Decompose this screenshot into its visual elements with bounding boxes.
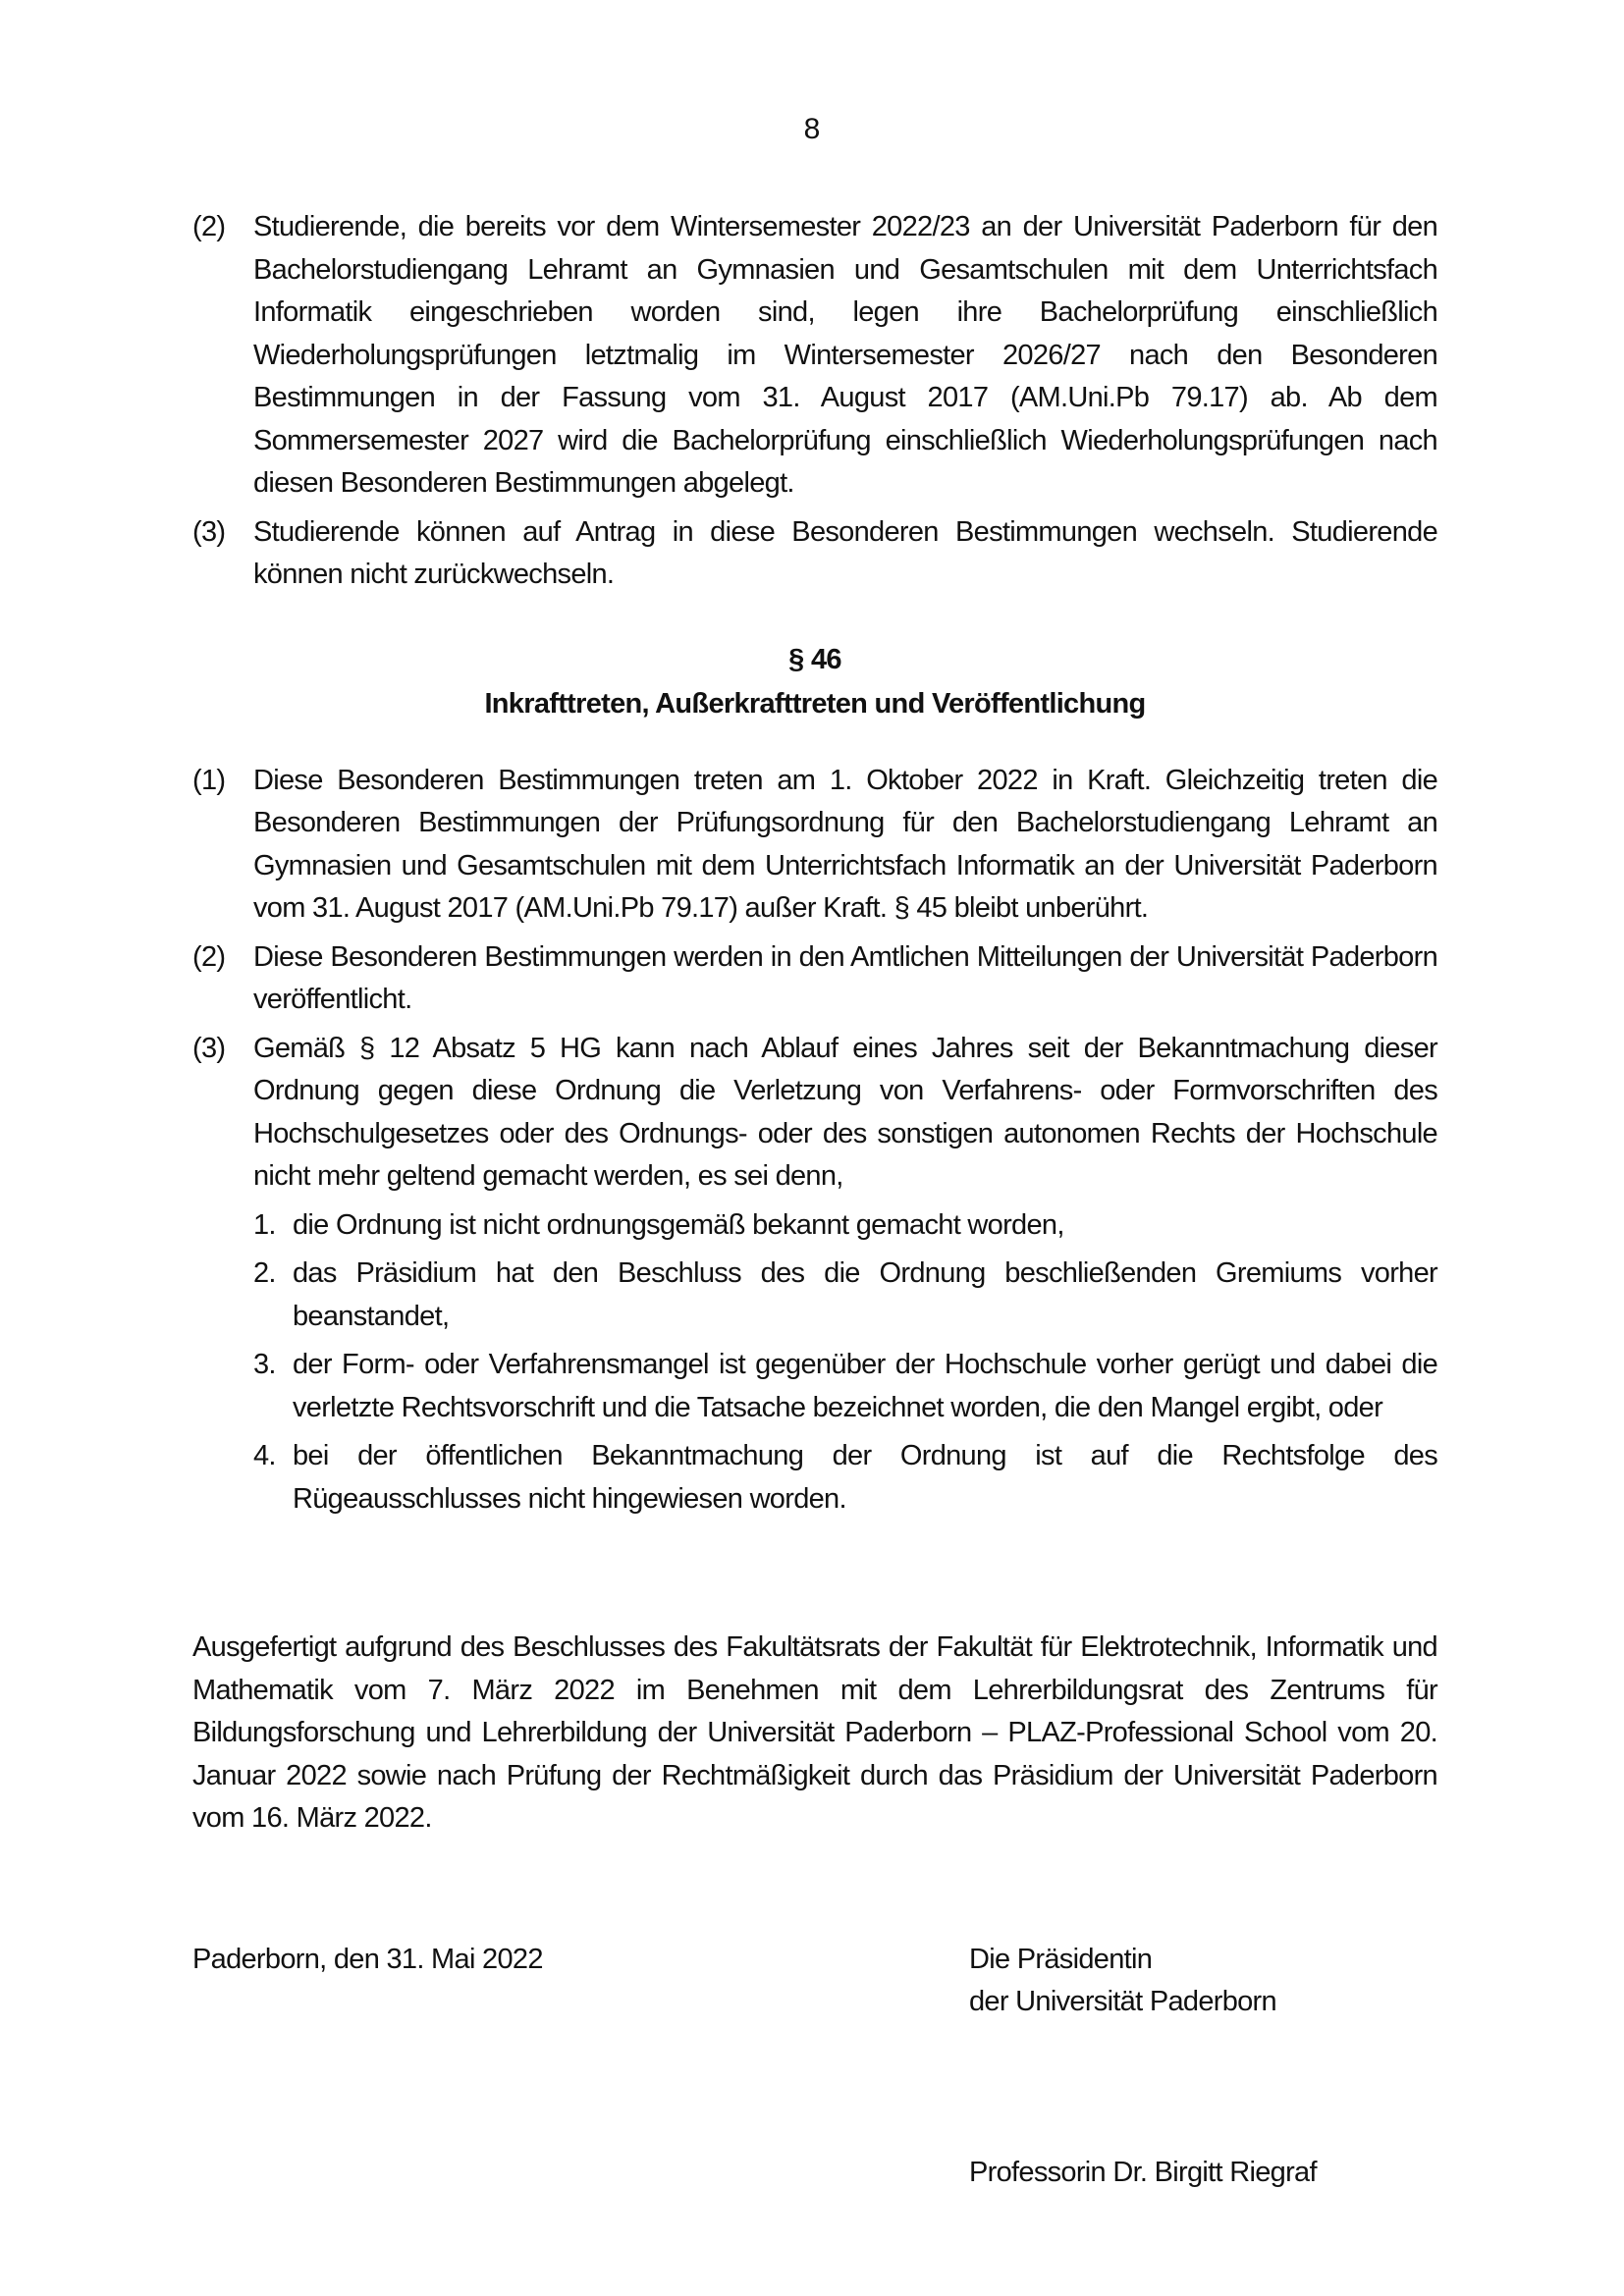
paragraph-text: Gemäß § 12 Absatz 5 HG kann nach Ablauf eines Jahres seit der Bekanntmachung dieser Ordnung gegen diese Ordnung die Verletzung von Verfahrens- oder Formvorschriften des Hochschulgesetzes oder des Ordnungs- oder des sonstigen autonomen Rechts der Hochschule nicht mehr geltend gemacht werden, es sei denn,	[253, 1032, 1437, 1192]
list-item	[253, 1435, 1437, 1521]
paragraph-number: (1)	[192, 764, 226, 796]
signature-block	[192, 1939, 1437, 2195]
paragraph-text: Studierende, die bereits vor dem Wintersemester 2022/23 an der Universität Paderborn für den Bachelorstudiengang Lehramt an Gymnasien und Gesamtschulen mit dem Unterrichtsfach Informatik eingeschrieben worden sind, legen ihre Bachelorprüfung einschließlich Wiederholungsprüfungen letztmalig im Wintersemester 2026/27 nach den Besonderen Bestimmungen in der Fassung vom 31. August 2017 (AM.Uni.Pb 79.17) ab. Ab dem Sommersemester 2027 wird die Bachelorprüfung einschließlich Wiederholungsprüfungen nach diesen Besonderen Bestimmungen abgelegt.	[253, 211, 1437, 499]
signatory-institution: der Universität Paderborn	[969, 1986, 1276, 2017]
list-item-number: 4.	[253, 1440, 276, 1471]
paragraph-text: Diese Besonderen Bestimmungen treten am 1. Oktober 2022 in Kraft. Gleichzeitig treten die Besonderen Bestimmungen der Prüfungsordnung für den Bachelorstudiengang Lehramt an Gymnasien und Gesamtschulen mit dem Unterrichtsfach Informatik an der Universität Paderborn vom 31. August 2017 (AM.Uni.Pb 79.17) außer Kraft. § 45 bleibt unberührt.	[253, 764, 1437, 924]
list-item-text: bei der öffentlichen Bekanntmachung der Ordnung ist auf die Rechtsfolge des Rügeausschlusses nicht hingewiesen worden.	[293, 1440, 1437, 1515]
paragraph-46-2	[192, 936, 1437, 1022]
paragraph-number: (3)	[192, 515, 226, 548]
paragraph-number: (3)	[192, 1032, 226, 1064]
signatory-role: Die Präsidentin	[969, 1943, 1153, 1975]
section-title: Inkrafttreten, Außerkrafttreten und Veröffentlichung	[484, 687, 1146, 720]
place-date: Paderborn, den 31. Mai 2022	[192, 1943, 543, 1975]
list-item-text: der Form- oder Verfahrensmangel ist gegenüber der Hochschule vorher gerügt und dabei die verletzte Rechtsvorschrift und die Tatsache bezeichnet worden, die den Mangel ergibt, oder	[293, 1349, 1437, 1423]
paragraph-text: Studierende können auf Antrag in diese Besonderen Bestimmungen wechseln. Studierende können nicht zurückwechseln.	[253, 515, 1437, 590]
paragraph-46-3	[192, 1028, 1437, 1199]
list-item-number: 2.	[253, 1257, 276, 1289]
signatory-name: Professorin Dr. Birgitt Riegraf	[969, 2156, 1317, 2188]
document-body	[192, 206, 1437, 2194]
list-item-text: das Präsidium hat den Beschluss des die Ordnung beschließenden Gremiums vorher beanstandet,	[293, 1257, 1437, 1332]
list-item	[253, 1204, 1437, 1248]
list-item-text: die Ordnung ist nicht ordnungsgemäß bekannt gemacht worden,	[293, 1208, 1064, 1241]
paragraph-number: (2)	[192, 940, 226, 973]
paragraph-45-2	[192, 206, 1437, 506]
paragraph-number: (2)	[192, 211, 226, 242]
section-number: § 46	[788, 643, 841, 675]
paragraph-46-1	[192, 760, 1437, 931]
section-heading-46	[192, 638, 1437, 726]
list-item	[253, 1344, 1437, 1429]
paragraph-45-3	[192, 511, 1437, 597]
signatory	[969, 1939, 1437, 2195]
closing-statement: Ausgefertigt aufgrund des Beschlusses des Fakultätsrats der Fakultät für Elektrotechnik, Informatik und Mathematik vom 7. März 2022 im Benehmen mit dem Lehrerbildungsrat des Zentrums für Bildungsforschung und Lehrerbildung der Universität Paderborn – PLAZ-Professional School vom 20. Januar 2022 sowie nach Prüfung der Rechtmäßigkeit durch das Präsidium der Universität Paderborn vom 16. März 2022.	[192, 1631, 1437, 1834]
list-item	[253, 1253, 1437, 1338]
page-number: 8	[803, 113, 821, 145]
paragraph-text: Diese Besonderen Bestimmungen werden in den Amtlichen Mitteilungen der Universität Paderborn veröffentlicht.	[253, 940, 1437, 1015]
list-item-number: 3.	[253, 1349, 276, 1380]
list-item-number: 1.	[253, 1208, 276, 1241]
